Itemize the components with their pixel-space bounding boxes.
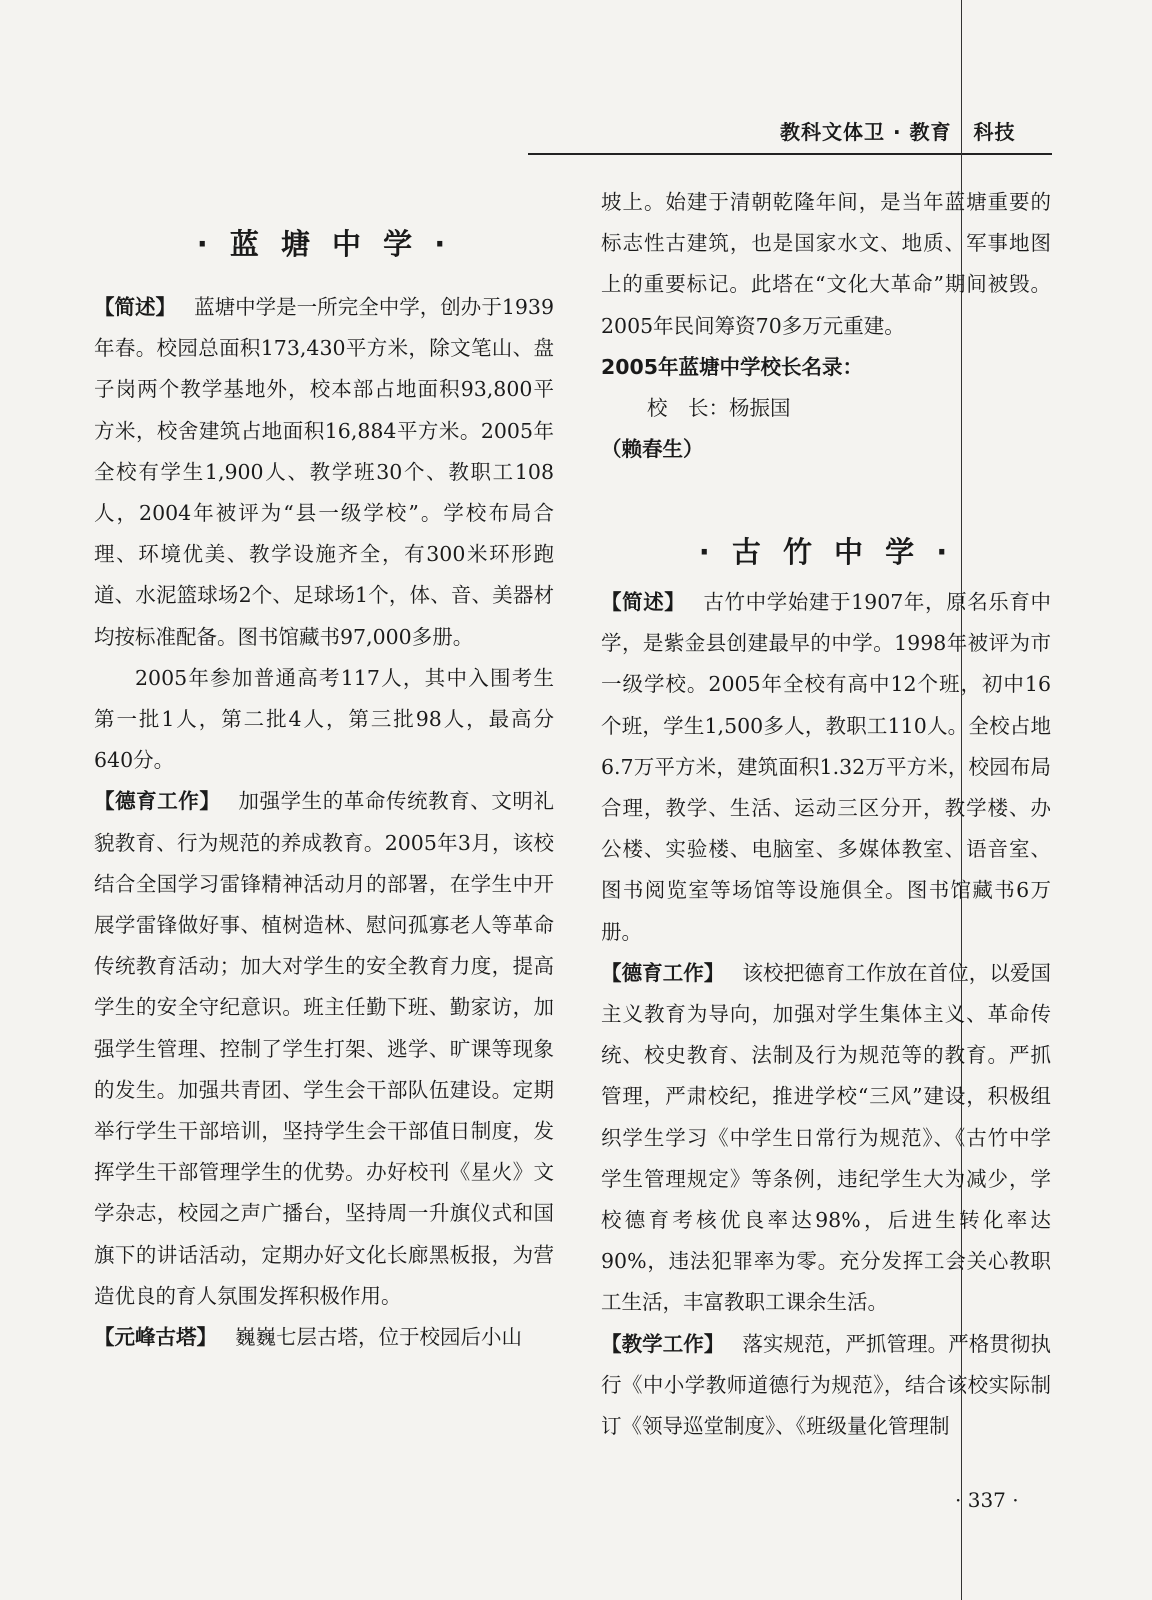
moral-text: 加强学生的革命传统教育、文明礼貌教育、行为规范的养成教育。2005年3月，该校结合全国学习雷锋精神活动月的部署，在学生中开展学雷锋做好事、植树造林、慰问孤寡老人等革命传统教育活动；加大对学生的安全教育力度，提高学生的安全守纪意识。班主任勤下班、勤家访，加强学生管理、控制了学生打架、逃学、旷课等现象的发生。加强共青团、学生会干部队伍建设。定期举行学生干部培训，坚持学生会干部值日制度，发挥学生干部管理学生的优势。办好校刊《星火》文学杂志，校园之声广播台，坚持周一升旗仪式和国旗下的讲话活动，定期办好文化长廊黑板报，为营造优良的育人氛围发挥积极作用。 [94,789,555,1308]
section-title-lantang: · 蓝 塘 中 学 · [196,227,452,261]
lantang-overview [94,287,554,658]
overview-text: 古竹中学始建于1907年，原名乐育中学，是紫金县创建最早的中学。1998年被评为市一级学校。2005年全校有高中12个班，初中16个班，学生1,500多人，教职工110人。全校占地6.7万平方米，建筑面积1.32万平方米，校园布局合理，教学、生活、运动三区分开，教学楼、办公楼、实验楼、电脑室、多媒体教室、语音室、图书阅览室等场馆等设施俱全。图书馆藏书6万册。 [601,590,1051,944]
moral-tag: 【德育工作】 [94,789,221,814]
tower-tag: 【元峰古塔】 [94,1325,217,1350]
section-title-guzhu: · 古 竹 中 学 · [698,535,954,569]
teaching-tag: 【教学工作】 [601,1331,725,1356]
overview-tag: 【简述】 [94,295,177,319]
running-header [780,116,1016,145]
lantang-moral [94,781,554,1317]
guzhu-moral [601,953,1051,1324]
principal-heading: 2005年蓝塘中学校长名录： [601,354,864,379]
moral-text: 该校把德育工作放在首位，以爱国主义教育为导向，加强对学生集体主义、革命传统、校史教育、法制及行为规范等的教育。严抓管理，严肃校纪，推进学校“三风”建设，积极组织学生学习《中学生日常行为规范》、《古竹中学学生管理规定》等条例，违纪学生大为减少，学校德育考核优良率达98%，后进生转化率达90%，违法犯罪率为零。充分发挥工会关心教职工生活，丰富教职工课余生活。 [601,960,1052,1315]
lantang-tower [94,1317,554,1358]
author-credit: （赖春生） [601,437,704,462]
running-header-subsection: 科技 [973,120,1016,144]
guzhu-teaching [601,1324,1051,1448]
right-column-guzhu [601,582,1051,1447]
left-column [94,287,554,1358]
header-rule [528,153,1052,155]
principal-line: 校 长：杨振国 [647,396,791,421]
guzhu-overview [601,582,1051,953]
running-header-section: 教科文体卫 · 教育 [780,120,952,144]
teaching-text: 落实规范，严抓管理。严格贯彻执行《中小学教师道德行为规范》，结合该校实际制订《领导巡堂制度》、《班级量化管理制 [601,1331,1052,1439]
tower-text-start: 巍巍七层古塔，位于校园后小山 [235,1325,522,1350]
overview-text: 蓝塘中学是一所完全中学，创办于1939年春。校园总面积173,430平方米，除文笔山、盘子岗两个教学基地外，校本部占地面积93,800平方米，校舍建筑占地面积16,884平方米。2005年全校有学生1,900人、教学班30个、教职工108人，2004年被评为“县一级学校”。学校布局合理、环境优美、教学设施齐全，有300米环形跑道、水泥篮球场2个、足球场1个，体、音、美器材均按标准配备。图书馆藏书97,000多册。 [94,295,555,649]
overview-tag: 【简述】 [601,590,686,614]
page-number: · 337 · [955,1488,1019,1512]
right-column-top [601,182,1051,470]
moral-tag: 【德育工作】 [601,960,725,985]
lantang-exam-paragraph: 2005年参加普通高考117人，其中入围考生第一批1人，第二批4人，第三批98人，最高分640分。 [94,665,554,773]
tower-text-continued: 坡上。始建于清朝乾隆年间，是当年蓝塘重要的标志性古建筑，也是国家水文、地质、军事地图上的重要标记。此塔在“文化大革命”期间被毁。2005年民间筹资70多万元重建。 [601,190,1051,338]
